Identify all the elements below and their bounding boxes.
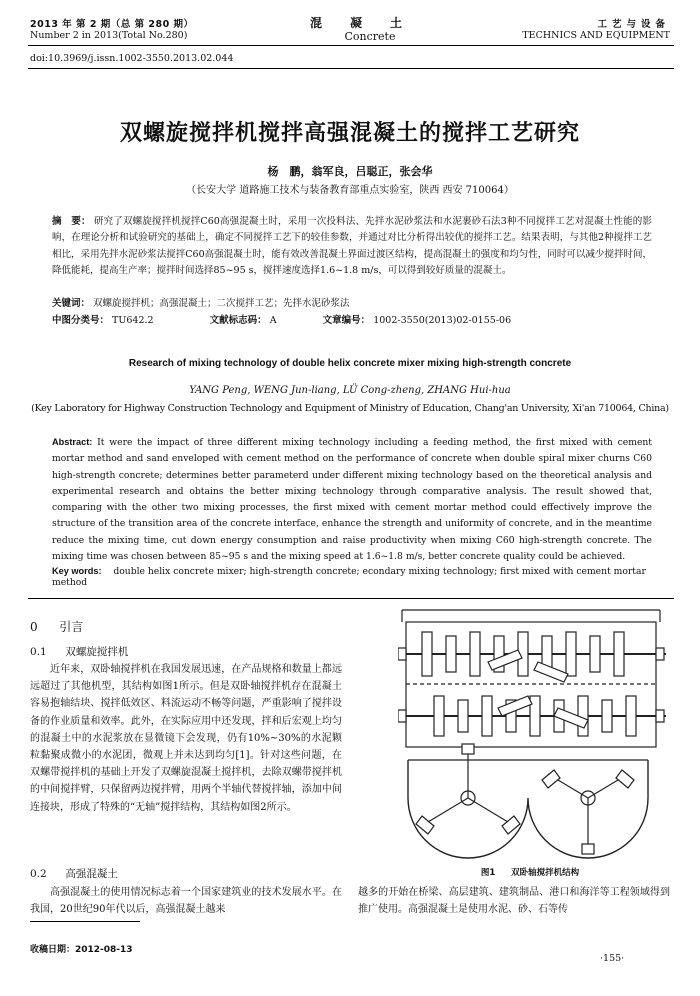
abstract-en-text: It were the impact of three different mixing technology including a feeding method, the first mixed with cement mortar method and sand enveloped with cement method on the performance of concrete when double spiral mixer churns C60 high-strength concrete; determines better parameterd under different mixing technology based on the theoretical analysis and experimental research and obtains the better mixing technology through comparative analysis. The result showed that, comparing with the other two mixing processes, the first mixed with cement mortar method could effectively improve the structure of the transition area of the concrete interface, enhance the strength and uniformity of concrete, and in the meantime reduce the mixing time, cut down energy consumption and raise productivity when mixing C60 high-strength concrete. The mixing time was chosen between 85~95 s and the mixing speed at 1.6~1.8 m/s, better concrete quality could be achieved.: [52, 437, 652, 563]
affiliation-cn: （长安大学 道路施工技术与装备教育部重点实验室，陕西 西安 710064）: [186, 185, 514, 196]
affiliation-en: (Key Laboratory for Highway Construction Technology and Equipment of Ministry of Education, Chang'an University, Xi'an 710064, China): [31, 403, 669, 414]
section-0-1-title: 双螺旋搅拌机: [65, 646, 129, 658]
section-0-1-number: 0.1: [30, 646, 47, 658]
journal-issue-cn: 2013 年 第 2 期（总 第 280 期）: [30, 19, 194, 30]
clc-value: TU642.2: [112, 315, 154, 326]
mixer-trough-section-view: [408, 760, 648, 858]
abstract-cn-text: 研究了双螺旋搅拌机搅拌C60高强混凝土时，采用一次投料法、先拌水泥砂浆法和水泥裹砂石法3种不同搅拌工艺对混凝土性能的影响，在理论分析和试验研究的基础上，确定不同搅拌工艺下的较佳参数，并通过对比分析得出较优的搅拌工艺。结果表明，与其他2种搅拌工艺相比，采用先拌水泥砂浆法搅拌C60高强混凝土时，能有效改善混凝土界面过渡区结构，提高混凝土的强度和均匀性，同时可以减少搅拌时间，降低能耗，提高生产率；搅拌时间选择85~95 s，搅拌速度选择1.6~1.8 m/s，可以得到较好质量的混凝土。: [52, 216, 652, 276]
keywords-cn-text: 双螺旋搅拌机；高强混凝土；二次搅拌工艺；先拌水泥砂浆法: [93, 298, 350, 309]
journal-name-cn: 混凝土: [309, 16, 430, 30]
keywords-en: [52, 566, 672, 588]
section-0-1-heading: [30, 644, 128, 659]
journal-issue-en: Number 2 in 2013(Total No.280): [30, 30, 188, 41]
paragraph-0-2-right: 越多的开始在桥梁、高层建筑、建筑制品、港口和海洋等工程领域得到推广使用。高强混凝土是使用水泥、砂、石等传: [358, 887, 670, 916]
received-date: 收稿日期：2012-08-13: [30, 945, 133, 955]
figure-1-drawing: [398, 600, 668, 862]
footnote-rule: [30, 921, 140, 922]
abstract-cn-label: 摘 要：: [52, 216, 91, 227]
abstract-en-label: Abstract:: [52, 437, 93, 447]
doi: doi:10.3969/j.issn.1002-3550.2013.02.044: [30, 53, 234, 64]
keywords-cn-label: 关键词：: [52, 298, 91, 309]
section-0-number: 0: [30, 620, 38, 634]
abstract-rule: [28, 598, 674, 599]
article-no-label: 文章编号：: [322, 315, 371, 326]
article-no-value: 1002-3550(2013)02-0155-06: [373, 315, 512, 326]
figure-1-caption: [400, 866, 660, 878]
doc-code-value: A: [269, 315, 277, 326]
paragraph-0-1: 近年来，双卧轴搅拌机在我国发展迅速，在产品规格和数量上都远远超过了其他机型，其结构如图1所示。但是双卧轴搅拌机存在混凝土容易抱轴结块、搅拌低效区、料流运动不畅等问题，严重影响了搅拌设备的作业质量和效率。此外，在实际应用中还发现，拌和后宏观上均匀的混凝土中的水泥浆放在显微镜下会发现，仍有10%~30%的水泥颗粒黏聚成微小的水泥团，微观上并未达到均匀[1]。针对这些问题，在双螺带搅拌机的基础上开发了双螺旋混凝土搅拌机，去除双螺带搅拌机的中间搅拌臂，只保留两边搅拌臂，用两个半轴代替搅拌轴，添加中间连接块，形成了特殊的“无轴”搅拌结构，其结构如图2所示。: [30, 664, 342, 813]
column-name-cn: 工艺与设备: [597, 19, 670, 30]
section-0-2-heading: [30, 866, 118, 881]
paper-title: 双螺旋搅拌机搅拌高强混凝土的搅拌工艺研究: [119, 121, 580, 146]
abstract-cn: [52, 214, 652, 279]
paper-title-en: Research of mixing technology of double helix concrete mixer mixing high-strength concrete: [128, 358, 572, 369]
header-rule: [28, 45, 674, 46]
authors-cn: 杨 鹏，翁军良，吕聪正，张会华: [267, 165, 433, 178]
journal-name-en: Concrete: [344, 30, 396, 43]
figure-1-label: 图1: [480, 868, 496, 878]
authors-en: YANG Peng, WENG Jun-liang, LÜ Cong-zheng, ZHANG Hui-hua: [189, 385, 511, 396]
section-0-2-title: 高强混凝土: [65, 868, 118, 880]
keywords-en-label: Key words:: [52, 566, 102, 576]
keywords-cn: [52, 296, 652, 312]
keywords-en-text: double helix concrete mixer; high-strength concrete; econdary mixing technology; first mixed with cement mortar method: [52, 566, 646, 588]
section-0-title: 引言: [59, 620, 84, 634]
doc-code-label: 文献标志码：: [209, 315, 267, 326]
page-number: ·155·: [600, 953, 625, 964]
abstract-en: [52, 434, 652, 565]
doi-rule: [28, 68, 674, 69]
figure-1-caption-text: 双卧轴搅拌机结构: [511, 868, 580, 878]
section-0-heading: [30, 618, 83, 635]
classification-line: [52, 313, 672, 329]
section-0-2-number: 0.2: [30, 868, 47, 880]
paragraph-0-2-left: 高强混凝土的使用情况标志着一个国家建筑业的技术发展水平。在我国，20世纪90年代以后，高强混凝土越来: [30, 887, 342, 916]
column-name-en: TECHNICS AND EQUIPMENT: [522, 30, 670, 41]
clc-label: 中图分类号：: [52, 315, 110, 326]
